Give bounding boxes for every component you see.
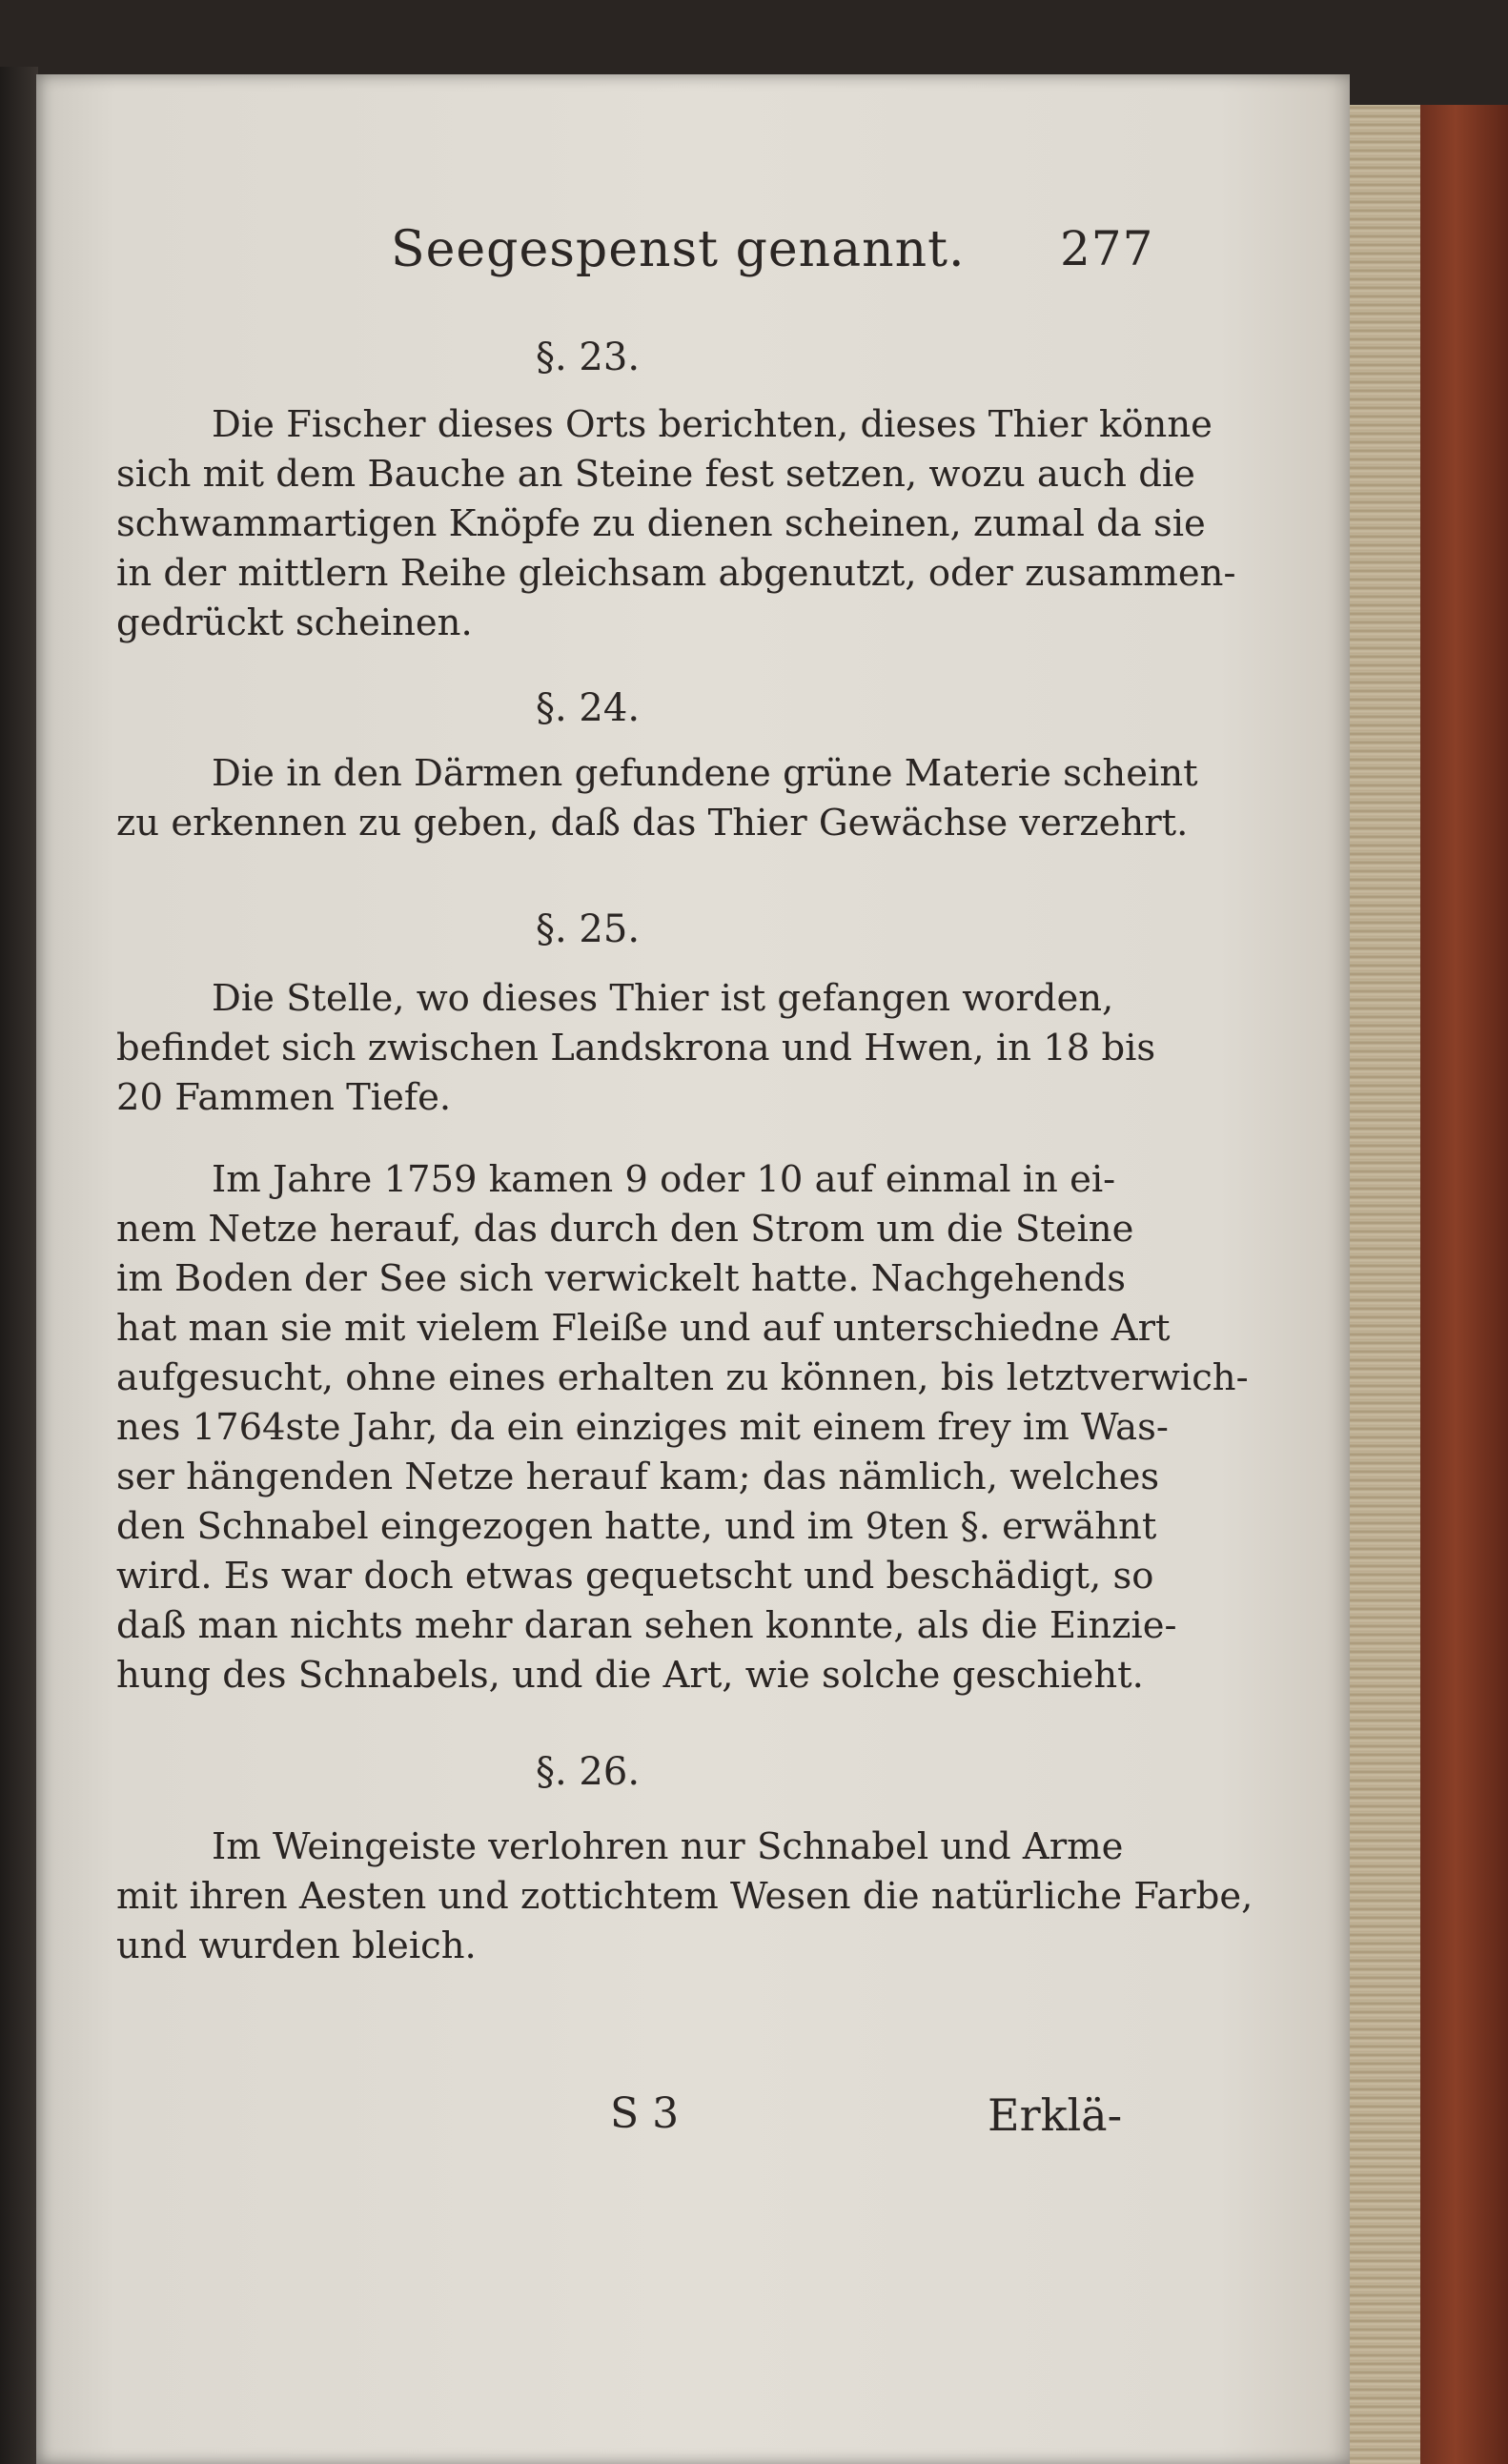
text-line: und wurden bleich. bbox=[116, 1924, 477, 1967]
text-line: hung des Schnabels, und die Art, wie solche geschieht. bbox=[116, 1654, 1144, 1697]
text-line: Im Weingeiste verlohren nur Schnabel und Arme bbox=[212, 1825, 1124, 1868]
text-line: aufgesucht, ohne eines erhalten zu können, bis letztverwich- bbox=[116, 1356, 1249, 1399]
text-line: hat man sie mit vielem Fleiße und auf unterschiedne Art bbox=[116, 1307, 1171, 1350]
text-line: schwammartigen Knöpfe zu dienen scheinen, zumal da sie bbox=[116, 502, 1206, 545]
running-head-title: Seegespenst genannt. bbox=[391, 221, 966, 278]
book-cover-edge bbox=[1420, 105, 1508, 2464]
text-line: mit ihren Aesten und zottichtem Wesen die natürliche Farbe, bbox=[116, 1875, 1253, 1918]
text-line: nes 1764ste Jahr, da ein einziges mit einem frey im Was- bbox=[116, 1406, 1169, 1449]
text-line: den Schnabel eingezogen hatte, und im 9ten §. erwähnt bbox=[116, 1505, 1157, 1548]
paragraph-25a bbox=[116, 974, 1156, 1123]
text-line: ser hängenden Netze herauf kam; das nämlich, welches bbox=[116, 1456, 1160, 1498]
text-line: gedrückt scheinen. bbox=[116, 601, 473, 644]
section-heading-26: §. 26. bbox=[536, 1750, 641, 1794]
page-number: 277 bbox=[1060, 221, 1154, 276]
text-line: befindet sich zwischen Landskrona und Hwen, in 18 bis bbox=[116, 1027, 1156, 1069]
facing-page-edge bbox=[0, 67, 38, 2464]
text-line: Im Jahre 1759 kamen 9 oder 10 auf einmal in ei- bbox=[212, 1158, 1116, 1201]
text-line: wird. Es war doch etwas gequetscht und beschädigt, so bbox=[116, 1555, 1154, 1598]
paragraph-26 bbox=[116, 1823, 1253, 1971]
signature-mark: S 3 bbox=[610, 2089, 680, 2138]
text-line: Die in den Därmen gefundene grüne Materie scheint bbox=[212, 752, 1198, 795]
running-head bbox=[381, 221, 1154, 288]
section-heading-23: §. 23. bbox=[536, 336, 641, 379]
text-line: in der mittlern Reihe gleichsam abgenutzt, oder zusammen- bbox=[116, 552, 1236, 595]
text-line: 20 Fammen Tiefe. bbox=[116, 1076, 452, 1119]
text-line: Die Stelle, wo dieses Thier ist gefangen worden, bbox=[212, 977, 1114, 1020]
catchword: Erklä- bbox=[988, 2089, 1123, 2141]
paragraph-24 bbox=[116, 749, 1198, 848]
text-line: sich mit dem Bauche an Steine fest setzen, wozu auch die bbox=[116, 453, 1195, 496]
text-line: nem Netze herauf, das durch den Strom um die Steine bbox=[116, 1208, 1134, 1251]
paragraph-23 bbox=[116, 400, 1236, 648]
section-heading-24: §. 24. bbox=[536, 686, 641, 730]
text-line: Die Fischer dieses Orts berichten, dieses Thier könne bbox=[212, 403, 1213, 446]
text-line: im Boden der See sich verwickelt hatte. Nachgehends bbox=[116, 1257, 1126, 1300]
scan-background-top bbox=[0, 0, 1508, 72]
paragraph-25b bbox=[116, 1155, 1249, 1700]
text-line: zu erkennen zu geben, daß das Thier Gewächse verzehrt. bbox=[116, 802, 1189, 845]
text-line: daß man nichts mehr daran sehen konnte, als die Einzie- bbox=[116, 1604, 1177, 1647]
section-heading-25: §. 25. bbox=[536, 907, 641, 951]
